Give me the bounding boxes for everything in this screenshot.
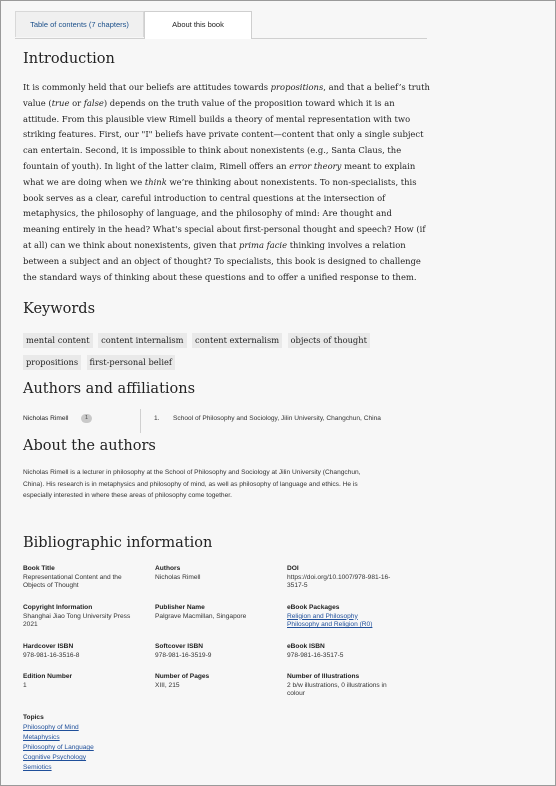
bib-label: Book Title (23, 565, 55, 572)
keywords-heading: Keywords (23, 301, 96, 317)
topic-link[interactable]: Cognitive Psychology (23, 754, 87, 761)
affiliation-number: 1. (154, 415, 160, 422)
bib-pages (155, 673, 280, 690)
topic-link[interactable]: Semiotics (23, 764, 52, 771)
bib-value: 2 b/w illustrations, 0 illustrations in (287, 681, 387, 689)
intro-line: attitude. From this plausible view Rimell builds a theory of mental representation with two (23, 113, 411, 124)
authors-affiliations-heading: Authors and affiliations (23, 381, 196, 397)
keyword-list (23, 330, 423, 374)
bib-illustrations (287, 673, 422, 699)
intro-line: at all) can we think about nonexistents, given that prima facie thinking involves a relation (23, 239, 406, 250)
bib-label: Authors (155, 565, 181, 572)
bib-value: 978-981-16-3517-5 (287, 651, 344, 659)
package-link-philosophy-religion[interactable]: Philosophy and Religion (R0) (287, 621, 373, 629)
about-authors-text (23, 467, 418, 502)
bib-ebook-isbn (287, 643, 417, 660)
bib-topics (23, 713, 94, 773)
bib-value: Representational Content and the (23, 573, 122, 581)
intro-line: meaning entirely in the head? What's special about first-personal thought and speech? How (if (23, 224, 426, 235)
about-line: Nicholas Rimell is a lecturer in philosophy at the School of Philosophy and Sociology at Jilin University (Changchun, (23, 469, 361, 476)
bib-label: DOI (287, 565, 299, 572)
bib-value: colour (287, 690, 305, 698)
intro-line: between a subject and an object of thought? To specialists, this book is designed to challenge (23, 255, 421, 266)
affiliation-row (23, 411, 423, 431)
intro-line: It is commonly held that our beliefs are attitudes towards propositions, and that a belief’s truth (23, 82, 430, 92)
bib-label: Number of Pages (155, 673, 210, 680)
intro-line: striking features. First, our "I" beliefs have private content—content that only a single subject (23, 129, 424, 140)
keyword-tag[interactable]: content internalism (98, 333, 186, 348)
about-line: especially interested in where these areas of philosophy come together. (23, 492, 232, 499)
intro-line: value (true or false) depends on the truth value of the proposition toward which it is an (23, 97, 395, 108)
introduction-heading: Introduction (23, 51, 115, 67)
affiliation-text: School of Philosophy and Sociology, Jilin University, Changchun, China (173, 415, 381, 422)
affiliation-badge: 1 (81, 414, 92, 423)
bib-label: eBook Packages (287, 604, 340, 611)
bib-value: 2021 (23, 621, 38, 629)
introduction-text (23, 80, 430, 285)
bib-label: Number of Illustrations (287, 673, 360, 680)
keyword-tag[interactable]: mental content (23, 333, 93, 348)
bib-value[interactable]: 3517-5 (287, 582, 308, 590)
bib-label: Copyright Information (23, 604, 93, 611)
topic-link[interactable]: Philosophy of Language (23, 744, 94, 751)
intro-line: fountain of youth). In light of the latter claim, Rimell offers an error theory meant to explain (23, 160, 416, 171)
tab-bar (15, 11, 427, 39)
bib-label: eBook ISBN (287, 643, 325, 650)
intro-line: the standard ways of thinking about these questions and to offer a unified response to them. (23, 271, 417, 282)
topic-link[interactable]: Philosophy of Mind (23, 724, 79, 731)
bib-value: 978-981-16-3519-9 (155, 651, 212, 659)
affiliation-divider (140, 409, 141, 433)
author-name[interactable]: Nicholas Rimell (23, 415, 69, 422)
bib-value: Palgrave Macmillan, Singapore (155, 612, 247, 620)
bib-value: 978-981-16-3516-8 (23, 651, 80, 659)
intro-line: can entertain. Second, it is impossible to think about nonexistents (e.g., Santa Claus, the (23, 145, 402, 156)
bib-label: Topics (23, 714, 44, 721)
bib-label: Softcover ISBN (155, 643, 203, 650)
about-authors-heading: About the authors (23, 438, 156, 454)
tab-table-of-contents[interactable]: Table of contents (7 chapters) (15, 11, 144, 37)
about-line: China). His research is in metaphysics and philosophy of mind, as well as philosophy of language and ethics. He is (23, 480, 358, 488)
bib-value: 1 (23, 681, 27, 689)
bib-hardcover-isbn (23, 643, 148, 660)
bib-label: Edition Number (23, 673, 73, 680)
keyword-tag[interactable]: propositions (23, 355, 81, 370)
keyword-tag[interactable]: first-personal belief (87, 355, 175, 370)
bib-doi (287, 565, 417, 591)
intro-line: book serves as a clear, careful introduction to central questions at the intersection of (23, 192, 386, 203)
bib-softcover-isbn (155, 643, 280, 660)
bib-publisher (155, 604, 280, 621)
bibliographic-heading: Bibliographic information (23, 535, 213, 551)
bib-book-title (23, 565, 148, 591)
bib-value: Shanghai Jiao Tong University Press (23, 612, 131, 620)
bib-ebook-packages (287, 604, 417, 630)
tab-about-this-book[interactable]: About this book (144, 11, 252, 39)
bib-value[interactable]: https://doi.org/10.1007/978-981-16- (287, 573, 391, 581)
keyword-tag[interactable]: objects of thought (288, 333, 370, 348)
bib-authors (155, 565, 280, 582)
bib-edition (23, 673, 148, 690)
bib-label: Publisher Name (155, 604, 205, 611)
bib-value: XIII, 215 (155, 681, 180, 689)
keyword-tag[interactable]: content externalism (192, 333, 282, 348)
topic-link[interactable]: Metaphysics (23, 734, 60, 741)
package-link-religion-philosophy[interactable]: Religion and Philosophy (287, 612, 358, 620)
bib-value: Objects of Thought (23, 582, 79, 590)
bib-label: Hardcover ISBN (23, 643, 74, 650)
bib-value: Nicholas Rimell (155, 573, 201, 581)
intro-line: what we are doing when we think we’re thinking about nonexistents. To non-specialists, this (23, 176, 417, 187)
intro-line: metaphysics, the philosophy of language, and the philosophy of mind: Are thought and (23, 208, 392, 219)
bib-copyright (23, 604, 151, 630)
